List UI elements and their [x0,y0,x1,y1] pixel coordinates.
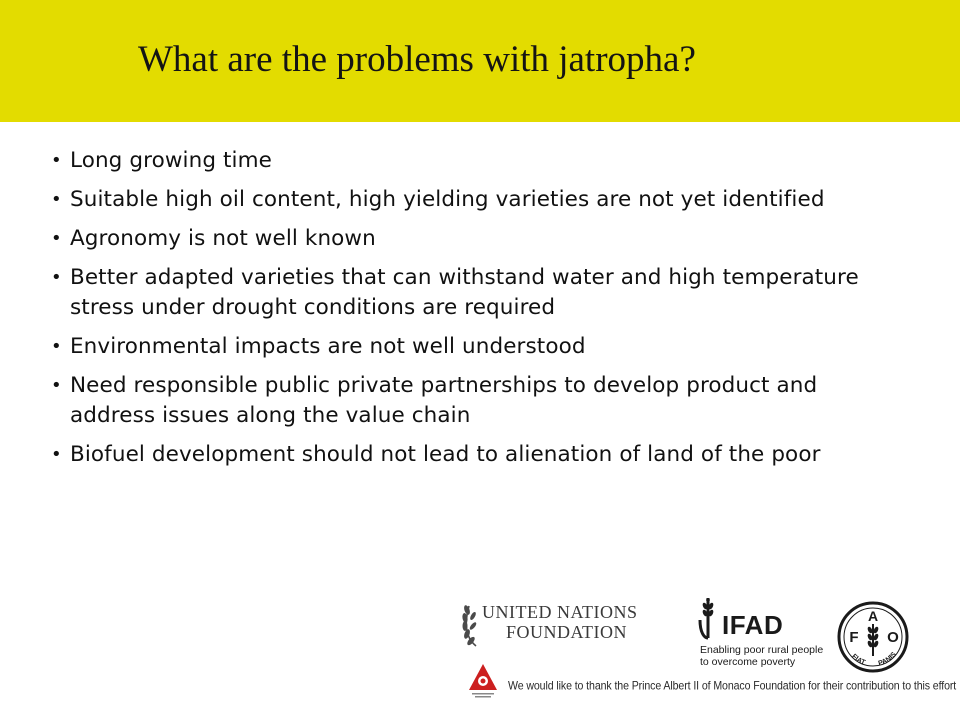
bullet-text: Suitable high oil content, high yielding varieties are not yet identified [70,187,825,212]
fao-letter-o: O [887,629,899,646]
laurel-icon [460,596,482,648]
bullet-item [48,440,848,470]
bullet-dot: • [51,336,62,357]
monaco-foundation-logo [466,662,500,700]
bullet-text: Environmental impacts are not well understood [70,334,586,359]
slide-title: What are the problems with jatropha? [138,39,696,80]
svg-text:PANIS [878,651,899,668]
bullet-item [48,224,828,254]
un-foundation-logo [460,596,660,656]
wheat-icon [696,598,722,642]
bullet-item [48,185,828,215]
footer-thanks: We would like to thank the Prince Albert II of Monaco Foundation for their contribution to this effort [508,679,957,693]
ifad-name: IFAD [722,610,784,640]
ifad-tagline-line2: to overcome poverty [700,656,796,668]
fao-letter-a: A [867,608,879,624]
bullet-text: Long growing time [70,148,272,173]
ifad-logo [696,598,826,670]
unf-line1: UNITED NATIONS [482,602,638,622]
bullet-item [48,263,868,323]
bullet-text: Need responsible public private partnerships to develop product and address issues along the value chain [70,373,818,428]
bullet-list [48,146,908,479]
ifad-tagline [700,644,830,668]
fao-motto-right: PANIS [877,651,898,668]
fao-motto-left: FIAT [850,653,867,667]
foundation-emblem-icon [469,664,497,698]
bullet-item [48,332,828,362]
unf-line2: FOUNDATION [506,622,627,642]
bullet-item [48,146,828,176]
bullet-text: Biofuel development should not lead to alienation of land of the poor [70,442,821,467]
bullet-dot: • [51,150,62,171]
fao-letter-f: F [849,629,859,646]
bullet-dot: • [51,228,62,249]
ifad-tagline-line1: Enabling poor rural people [700,644,824,656]
bullet-dot: • [51,189,62,210]
title-bar [0,0,960,122]
bullet-dot: • [51,444,62,465]
wheat-icon [867,624,880,656]
bullet-dot: • [51,375,62,396]
bullet-text: Better adapted varieties that can withstand water and high temperature stress under drought conditions are required [70,265,859,320]
bullet-text: Agronomy is not well known [70,226,376,251]
bullet-item [48,371,828,431]
fao-logo [836,600,910,674]
bullet-dot: • [51,267,62,288]
